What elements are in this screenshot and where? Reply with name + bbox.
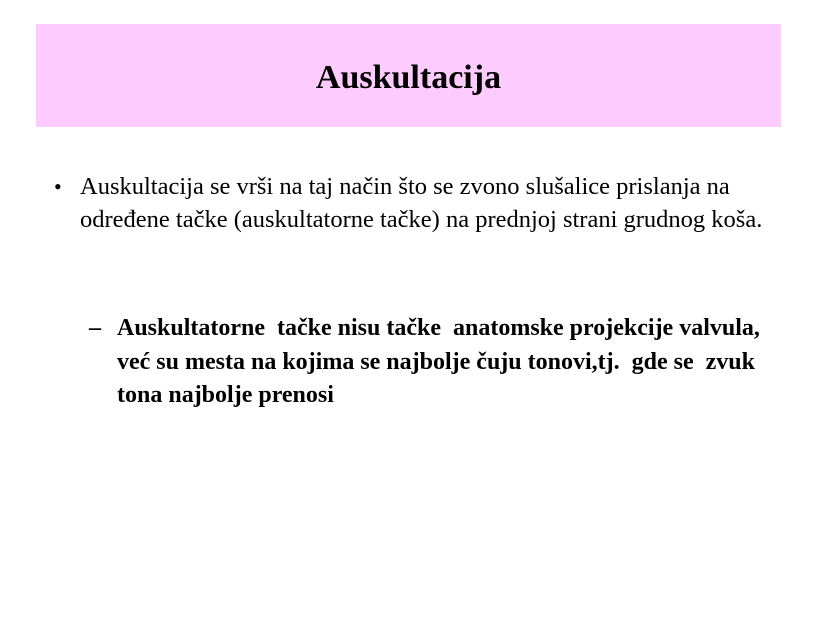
slide-title: Auskultacija bbox=[315, 58, 502, 96]
bullet-item bbox=[54, 170, 774, 236]
sub-bullet-text: Auskultatorne tačke nisu tačke anatomske projekcije valvula, već su mesta na kojima se najbolje čuju tonovi,tj. gde se zvuk tona najbolje prenosi bbox=[117, 315, 766, 408]
sub-bullet-marker: – bbox=[89, 315, 101, 341]
bullet-marker: • bbox=[54, 174, 62, 199]
bullet-text: Auskultacija se vrši na taj način što se zvono slušalice prislanja na određene tačke (auskultatorne tačke) na prednjoj strani grudnog koša. bbox=[80, 173, 763, 233]
title-band bbox=[36, 24, 781, 127]
sub-bullet-item bbox=[89, 312, 779, 413]
